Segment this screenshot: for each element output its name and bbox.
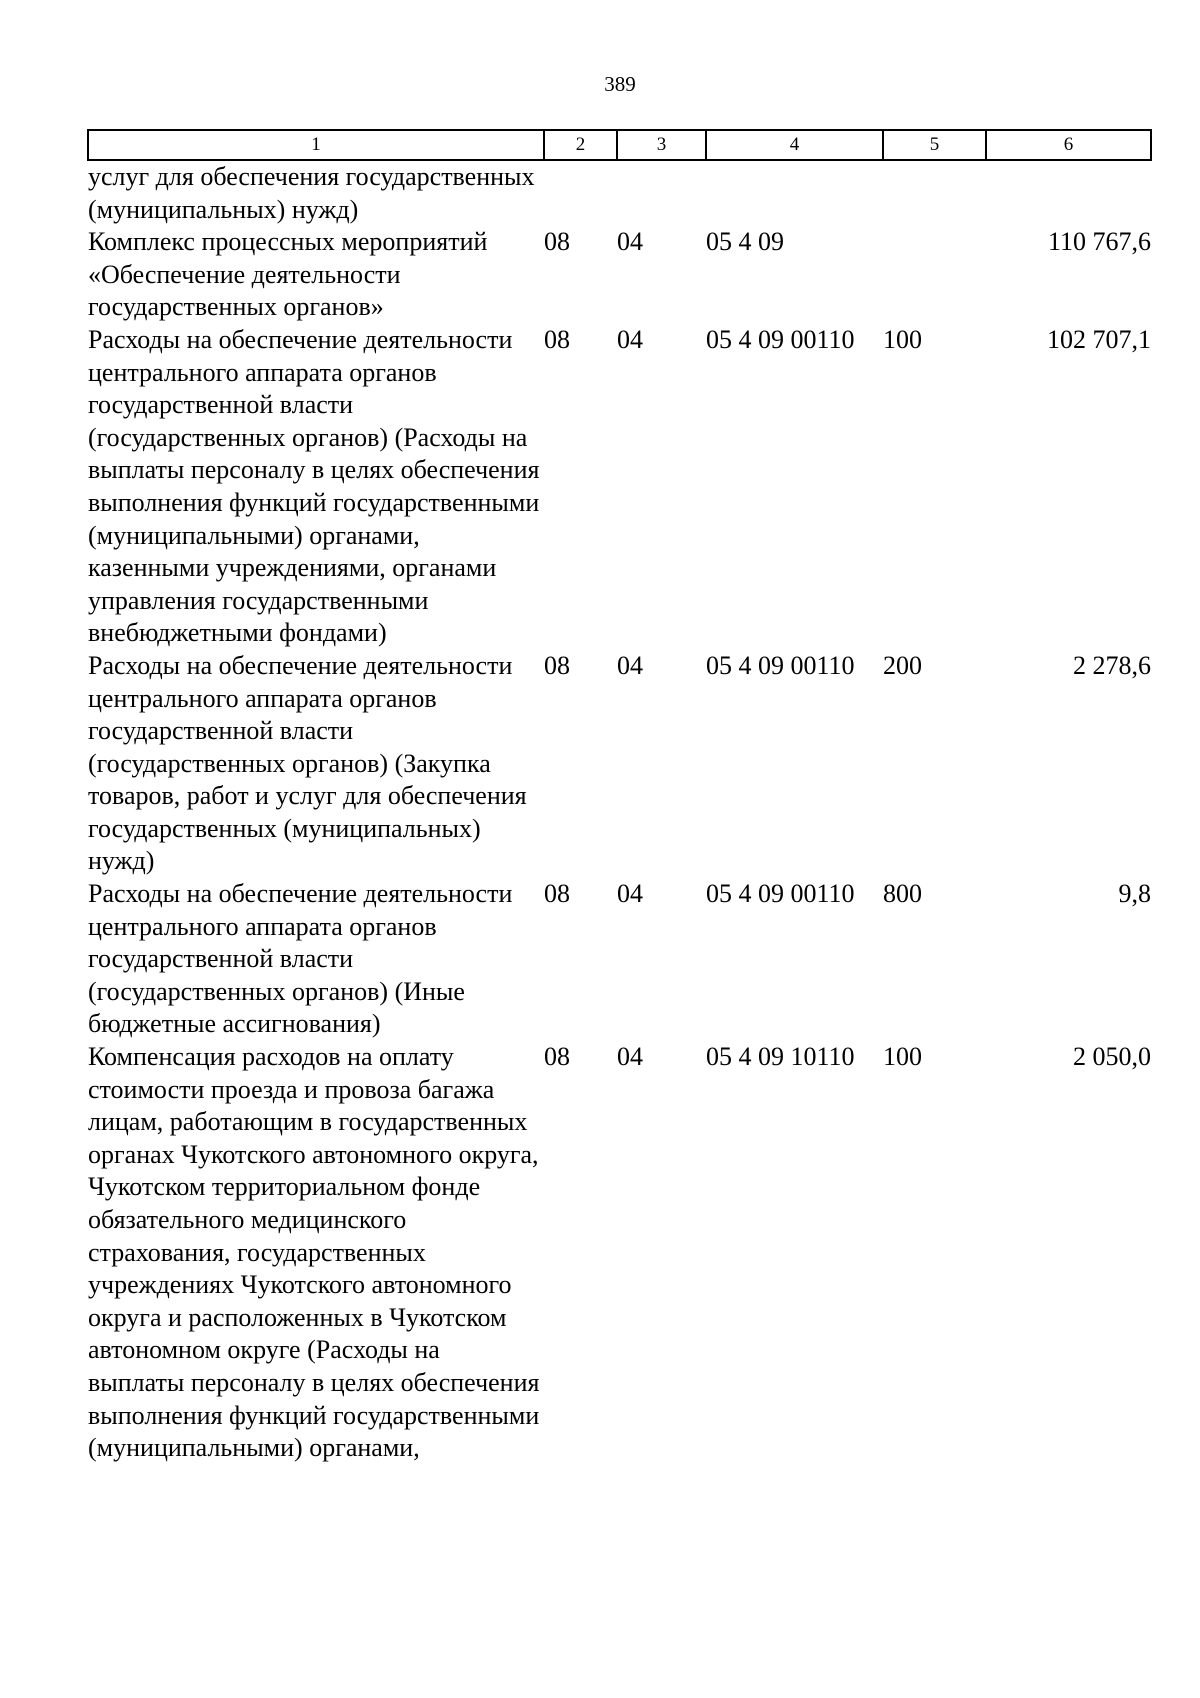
- row-subsection: 04: [617, 879, 643, 909]
- row-target: [706, 160, 883, 226]
- row-amount: 110 767,6: [1047, 227, 1151, 257]
- header-col-3: 3: [617, 130, 706, 160]
- row-amount: 2 278,6: [1073, 650, 1151, 680]
- header-row: [88, 130, 1151, 160]
- row-expense-type: 200: [883, 650, 922, 680]
- row-subsection: 04: [617, 324, 643, 354]
- row-amount: 2 050,0: [1073, 1042, 1151, 1072]
- budget-table: [87, 129, 1152, 1465]
- row-section: 08: [544, 227, 570, 257]
- table-body: [88, 160, 1151, 1465]
- table-row: [88, 226, 1151, 324]
- row-expense-type: [883, 160, 986, 226]
- row-name: Расходы на обеспечение деятельности центрального аппарата органов государственной власти (государственных органов) (Закупка товаров, работ и услуг для обеспечения государственных (муниципальных) нужд): [88, 650, 527, 876]
- header-col-5: 5: [883, 130, 986, 160]
- row-expense-type: [883, 226, 986, 324]
- row-target: 05 4 09 00110: [706, 650, 855, 680]
- header-col-2: 2: [544, 130, 617, 160]
- page-number: 389: [604, 72, 636, 96]
- row-target: 05 4 09 00110: [706, 324, 855, 354]
- row-expense-type: 800: [883, 879, 922, 909]
- table-row: [88, 650, 1151, 878]
- table-row: [88, 324, 1151, 650]
- row-amount: [986, 160, 1151, 226]
- row-name: Расходы на обеспечение деятельности центрального аппарата органов государственной власти (государственных органов) (Расходы на выплаты персоналу в целях обеспечения выполнения функций государственными (муниципальными) органами, казенными учреждениями, органами управления государственными внебюджетными фондами): [88, 324, 540, 648]
- table-header: [88, 130, 1151, 160]
- row-section: 08: [544, 879, 570, 909]
- row-name: Комплекс процессных мероприятий «Обеспечение деятельности государственных органов»: [88, 227, 488, 322]
- row-subsection: [617, 160, 706, 226]
- row-target: 05 4 09: [706, 227, 784, 257]
- table-row: [88, 1041, 1151, 1465]
- row-expense-type: 100: [883, 1042, 922, 1072]
- row-section: 08: [544, 1042, 570, 1072]
- row-expense-type: 100: [883, 324, 922, 354]
- row-section: 08: [544, 650, 570, 680]
- row-subsection: 04: [617, 1042, 643, 1072]
- header-col-4: 4: [706, 130, 883, 160]
- table-row: [88, 160, 1151, 226]
- row-subsection: 04: [617, 227, 643, 257]
- table-row: [88, 878, 1151, 1041]
- row-section: 08: [544, 324, 570, 354]
- row-target: 05 4 09 10110: [706, 1042, 855, 1072]
- row-name: Компенсация расходов на оплату стоимости проезда и провоза багажа лицам, работающим в государственных органах Чукотского автономного округа, Чукотском территориальном фонде обязательного медицинского страхования, государственных учреждениях Чукотского автономного округа и расположенных в Чукотском автономном округе (Расходы на выплаты персоналу в целях обеспечения выполнения функций государственными (муниципальными) органами,: [88, 1042, 540, 1463]
- row-name: услуг для обеспечения государственных (муниципальных) нужд): [88, 162, 535, 224]
- header-col-1: 1: [88, 130, 544, 160]
- row-name: Расходы на обеспечение деятельности центрального аппарата органов государственной власти (государственных органов) (Иные бюджетные ассигнования): [88, 879, 513, 1039]
- row-subsection: 04: [617, 650, 643, 680]
- row-amount: 102 707,1: [1047, 324, 1151, 354]
- header-col-6: 6: [986, 130, 1151, 160]
- row-section: [544, 160, 617, 226]
- row-target: 05 4 09 00110: [706, 879, 855, 909]
- row-amount: 9,8: [1118, 879, 1151, 909]
